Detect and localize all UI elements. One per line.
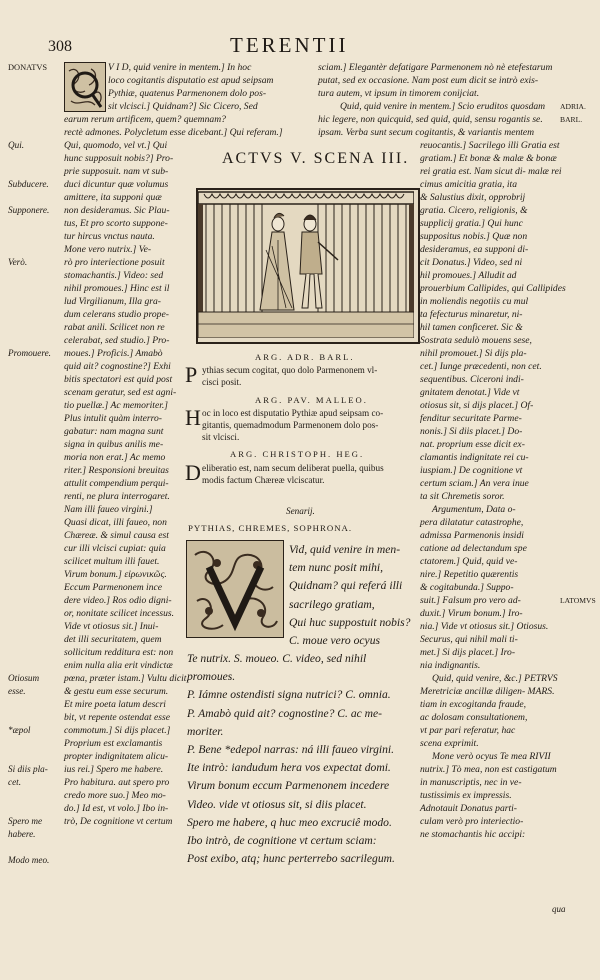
commentary-line: Plus intulit quàm interro- — [64, 413, 162, 424]
verse-line: Vid, quid venire in men- — [289, 543, 401, 556]
commentary-line: renti, ne plura interrogaret. — [64, 491, 170, 502]
verse-line: Virum bonum eccum Parmenonem incedere — [187, 779, 390, 793]
commentary-line: Nam illi faueo virgini.] — [64, 504, 153, 515]
argument-line: gitantis, quemadmodum Parmenonem dolo pos- — [202, 420, 379, 430]
commentary-line: & cogitabunda.] Suppo- — [420, 582, 514, 593]
scene-title: ACTVS V. SCENA III. — [222, 150, 410, 167]
verse-line: Post exibo, atq; hunc perterrebo sacrilegum. — [187, 852, 395, 866]
commentary-line: gnitatem denotat.] Vide vt — [420, 387, 520, 398]
commentary-line: gratia. Cicero, religionis, & — [420, 205, 528, 216]
commentary-line: tio puellæ.] Ac memoriter.] — [64, 400, 169, 411]
commentary-line: ac dolosam consultationem, — [420, 712, 528, 723]
drop-initial: P — [185, 362, 198, 387]
margin-label: Verò. — [8, 257, 28, 267]
verse-line: Ite intrò: iandudum hera vos expectat domi. — [187, 761, 391, 775]
commentary-line: Quid, quid venire, &c.] PETRVS — [432, 673, 558, 684]
margin-label: Promouere. — [8, 348, 51, 358]
commentary-line: supplicij gratia.] Qui hunc — [420, 218, 523, 229]
page-number: 308 — [48, 38, 72, 55]
margin-label: Otiosum — [8, 673, 40, 683]
argument-line: eliberatio est, nam secum deliberat puella, quibus — [202, 463, 384, 473]
commentary-line: Sostrata sedulò mouens sese, — [420, 335, 532, 346]
commentary-line: Proprium est exclamantis — [64, 738, 163, 749]
commentary-line: Argumentum, Data o- — [432, 504, 516, 515]
argument-text — [202, 462, 384, 486]
commentary-line: scena exprimit. — [420, 738, 479, 749]
commentary-line: Qui, quomodo, vel vt.] Qui — [64, 140, 168, 151]
commentary-line: in moliendis negotiis cu mul — [420, 296, 529, 307]
commentary-line: earum rerum artificem, quem? quemnam? — [64, 114, 226, 125]
commentary-line: desideramus, ea supponi di- — [420, 244, 529, 255]
verse-line: Spero me habere, q huc meo excruciê modo. — [187, 815, 392, 829]
commentary-line: celerabat, sed studio.] Pro- — [64, 335, 170, 346]
commentary-line: iuspiam.] De cognitione vt — [420, 465, 523, 476]
commentary-line: attulit compendium perqui- — [64, 478, 169, 489]
commentary-line: & gestu eum esse securum. — [64, 686, 169, 697]
play-text-indented — [289, 541, 410, 650]
argument-line: ythias secum cogitat, quo dolo Parmenonem vl- — [202, 365, 378, 375]
argument-line: cisci posit. — [202, 377, 242, 387]
commentary-line: Quid, quid venire in mentem.] Scio eruditos quosdam — [340, 101, 546, 112]
margin-label: Spero me — [8, 816, 43, 826]
commentary-line: rò pro interiectione posuit — [64, 257, 165, 268]
commentary-line: moria non erat.] Ac memo — [64, 452, 166, 463]
commentary-line: cet.] Iunge præcedenti, non cet. — [420, 361, 542, 372]
verse-line: Ibo intrò, de cognitione vt certum sciam: — [187, 833, 377, 847]
commentary-line: credo more suo.] Meo mo- — [64, 790, 166, 801]
argument-heading: ARG. ADR. BARL. — [255, 352, 355, 362]
argument-heading: ARG. PAV. MALLEO. — [255, 395, 368, 405]
commentary-right-narrow — [420, 139, 566, 841]
commentary-line: ius rei.] Spero me habere. — [64, 764, 164, 775]
verse-line: P. Iámne ostendisti signa nutrici? C. omnia. — [187, 688, 391, 702]
verse-line: Te nutrix. S. moueo. C. video, sed nihil — [187, 652, 367, 665]
commentary-line: prouerbium Callipides, qui Callipides — [420, 283, 566, 294]
argument-text — [202, 407, 383, 443]
commentary-line: reuocantis.] Sacrilego illi Gratia est — [420, 140, 560, 151]
commentary-line: putat, sed ex occasione. Nam post eum dicit se intrò exis- — [318, 75, 539, 86]
commentary-line: sit vlcisci.] Quidnam?] Sic Cicero, Sed — [108, 101, 258, 112]
commentary-line: suppositus nobis.] Quæ non — [420, 231, 528, 242]
commentary-line: Quasi dicat, illi faueo, non — [64, 517, 167, 528]
commentary-line: scenam geratur, sed est agni- — [64, 387, 177, 398]
verse-line: C. moue vero ocyus — [289, 633, 381, 647]
verse-line: Video. vide vt otiosus sit, si diis placet. — [187, 797, 367, 811]
commentary-line: Mone verò ocyus Te mea RIVII — [432, 751, 551, 762]
commentary-line: pera dilatatur catastrophe, — [420, 517, 524, 528]
commentary-line: Meretriciæ ancillæ diligen- MARS. — [420, 686, 555, 697]
commentary-line: commotum.] Si dijs placet.] — [64, 725, 171, 736]
commentary-line: pœna, præter istam.] Vultu dicit, — [64, 673, 189, 684]
commentary-line: scilicet multum illi fauet. — [64, 556, 160, 567]
commentary-right — [318, 61, 552, 139]
commentary-line: nutrix.] Tò mea, non est castigatum — [420, 764, 557, 775]
play-text — [187, 650, 395, 868]
catchword: qua — [552, 904, 566, 914]
commentary-line: tus, Et pro scorto suppone- — [64, 218, 168, 229]
verse-line: Qui huc suppostuit nobis? — [289, 615, 411, 629]
commentary-line: hil promoues.] Alludit ad — [420, 270, 517, 281]
commentary-line: prie supposuit. nam vt sub- — [64, 166, 169, 177]
commentary-line: ipsam. Verba sunt secum cogitantis, & variantis mentem — [318, 127, 535, 138]
commentary-line: cimus amicitia gratia, ita — [420, 179, 518, 190]
margin-label: cet. — [8, 777, 22, 787]
commentary-line: Vide vt otiosus sit.] Inui- — [64, 621, 159, 632]
commentary-line: ne stomachantis hic accipi: — [420, 829, 526, 840]
running-title: TERENTII — [230, 33, 349, 57]
commentary-line: Mone vero nutrix.] Ve- — [64, 244, 152, 255]
commentary-line: hunc supposuit nobis?] Pro- — [64, 153, 174, 164]
verse-line: tem nunc posit mihi, — [289, 561, 384, 575]
commentary-line: sciam.] Elegantèr defatigare Parmenonem nò nè etefestarum — [318, 62, 553, 73]
commentary-line: dere video.] Ros odio digni- — [64, 595, 172, 606]
commentary-line: culam verò pro interiectio- — [420, 816, 524, 827]
commentary-line: dum celerans studio prope- — [64, 309, 169, 320]
commentary-line: riter.] Responsioni breuitas — [64, 465, 169, 476]
commentary-line: nonis.] Si diis placet.] Do- — [420, 426, 523, 437]
commentary-line: Et mire poeta latum descri — [64, 699, 166, 710]
commentary-line: signa in quibus anilis me- — [64, 439, 164, 450]
commentary-line: nat. proprium esse dicit ex- — [420, 439, 525, 450]
commentary-line: loco cogitantis disputatio est apud seipsam — [108, 75, 274, 86]
margin-label: DONATVS — [8, 63, 48, 72]
commentary-line: admissa Parmenonis insidi — [420, 530, 524, 541]
margin-label: Supponere. — [8, 205, 50, 215]
decorated-initial-v — [186, 540, 284, 638]
margin-label: LATOMVS — [560, 596, 596, 605]
commentary-line: Adnotauit Donatus parti- — [420, 803, 518, 814]
commentary-line: otiosus sit, si dijs placet.] Of- — [420, 400, 534, 411]
margin-label: Qui. — [8, 140, 25, 150]
verse-line: P. Bene *edepol narras: ná illi faueo virgini. — [187, 742, 395, 756]
commentary-line: gratiam.] Et bonæ & malæ & bonæ — [420, 153, 557, 164]
commentary-line: Chæreæ. & simul causa est — [64, 530, 169, 541]
commentary-line: nire.] Repetitio quærentis — [420, 569, 519, 580]
commentary-line: bit, vt repente ostendat esse — [64, 712, 170, 723]
commentary-line: rei gratia est. Nam sicut di- malæ rei — [420, 166, 562, 177]
margin-label: *æpol — [8, 725, 31, 735]
commentary-line: stomachantis.] Video: sed — [64, 270, 164, 281]
commentary-line: non desideramus. Sic Plau- — [64, 205, 170, 216]
commentary-line: Pro habitura. aut spero pro — [64, 777, 170, 788]
commentary-line: gabatur: nam magna sunt — [64, 426, 164, 437]
commentary-line: cit Donatus.] Video, sed ni — [420, 257, 523, 268]
verse-line: P. Amabò quid ait? cognostine? C. ac me- — [187, 706, 383, 720]
commentary-line: ta sit Chremetis soror. — [420, 491, 505, 502]
commentary-line: tur hircus vnctus nauta. — [64, 231, 155, 242]
commentary-line: enim nulla alia erit vindictæ — [64, 660, 173, 671]
commentary-line: catione ad delectandum spe — [420, 543, 527, 554]
commentary-line: Securus, qui nihil mali ti- — [420, 634, 518, 645]
commentary-line: hil tamen conficeret. Sic & — [420, 322, 523, 333]
scene-woodcut-illustration — [196, 188, 420, 344]
commentary-line: in manuscriptis, nec in ve- — [420, 777, 522, 788]
commentary-line: Pythiæ, quatenus Parmenonem dolo pos- — [108, 88, 267, 99]
commentary-line: duxit.] Virum bonum.] Iro- — [420, 608, 523, 619]
verse-line: Quidnam? qui referá illi — [289, 579, 403, 593]
commentary-line: vt par pari referatur, hac — [420, 725, 516, 736]
commentary-line: fenditur securitate Parme- — [420, 413, 522, 424]
commentary-line: tustissimis ex impressis. — [420, 790, 512, 801]
commentary-line: sequentibus. Ciceroni indi- — [420, 374, 524, 385]
argument-text — [202, 364, 377, 388]
commentary-line: moues.] Proficis.] Amabò — [64, 348, 163, 359]
commentary-line: Virum bonum.] εἰρωνικῶς. — [64, 569, 167, 580]
commentary-line: nia indignantis. — [420, 660, 481, 671]
commentary-line: trò, De cognitione vt certum — [64, 816, 173, 827]
commentary-line: bitis spectatori est quid post — [64, 374, 173, 385]
speakers-line: PYTHIAS, CHREMES, SOPHRONA. — [188, 523, 353, 533]
commentary-line: or, nonitate scilicet incessus. — [64, 608, 175, 619]
verse-line: moriter. — [187, 724, 224, 738]
margin-label: Modo meo. — [8, 855, 50, 865]
commentary-line: tura autem, vt ipsum in timorem conijciat. — [318, 88, 480, 99]
verse-line: sacrilego gratiam, — [289, 597, 375, 611]
commentary-line: do.] Id est, vt volo.] Ibo in- — [64, 803, 169, 814]
commentary-line: det illi securitatem, quem — [64, 634, 162, 645]
commentary-line: lud Virgilianum, Illa gra- — [64, 296, 162, 307]
argument-line: oc in loco est disputatio Pythiæ apud seipsam co- — [202, 408, 384, 418]
verse-line: promoues. — [187, 670, 236, 684]
commentary-line: nihil promoues.] Hinc est il — [64, 283, 170, 294]
commentary-line: ctatorem.] Quid, quid ve- — [420, 556, 518, 567]
argument-line: sit vlcisci. — [202, 432, 240, 442]
commentary-line: rabat anili. Scilicet non re — [64, 322, 165, 333]
commentary-line: nia.] Vide vt otiosus sit.] Otiosus. — [420, 621, 549, 632]
commentary-line: rectè admones. Polycletum esse dicebant.] Qui referam.] — [64, 127, 283, 138]
argument-heading: ARG. CHRISTOPH. HEG. — [230, 449, 365, 459]
commentary-line: propter indignitatem alicu- — [64, 751, 169, 762]
commentary-line: amittere, ita supponi quæ — [64, 192, 162, 203]
margin-label: esse. — [8, 686, 26, 696]
commentary-line: quid ait? cognostine?] Exhi — [64, 361, 171, 372]
commentary-line: hic legere, non quicquid, sed quid, quid, sensu rogantis se. — [318, 114, 543, 125]
margin-label: Si diis pla- — [8, 764, 48, 774]
commentary-line: suit.] Falsum pro vero ad- — [420, 595, 521, 606]
commentary-line: clamantis indignitate rei cu- — [420, 452, 529, 463]
commentary-line: ta fefecturus minaretur, ni- — [420, 309, 523, 320]
commentary-line: certum sciam.] An vera inue — [420, 478, 529, 489]
drop-initial: H — [185, 405, 201, 430]
margin-label: habere. — [8, 829, 36, 839]
margin-label: Subducere. — [8, 179, 49, 189]
margin-label: BARL. — [560, 115, 583, 124]
commentary-line: sollicitum redditura est: non — [64, 647, 174, 658]
argument-line: modis factum Chæreæ vlciscatur. — [202, 475, 325, 485]
commentary-line: Eccum Parmenonem ince — [64, 582, 163, 593]
margin-label: ADRIA. — [560, 102, 586, 111]
commentary-line: duci dicuntur quæ volumus — [64, 179, 169, 190]
commentary-line: cur illi vlcisci cupiat: quia — [64, 543, 166, 554]
drop-initial: D — [185, 460, 201, 485]
meter-label: Senarij. — [286, 506, 315, 516]
commentary-line: & Salustius dixit, opprobrij — [420, 192, 526, 203]
commentary-line: V I D, quid venire in mentem.] In hoc — [108, 62, 252, 73]
commentary-line: nihil promouet.] Si dijs pla- — [420, 348, 527, 359]
commentary-line: met.] Si dijs placet.] Iro- — [420, 647, 516, 658]
commentary-line: tiam in excogitanda fraude, — [420, 699, 527, 710]
